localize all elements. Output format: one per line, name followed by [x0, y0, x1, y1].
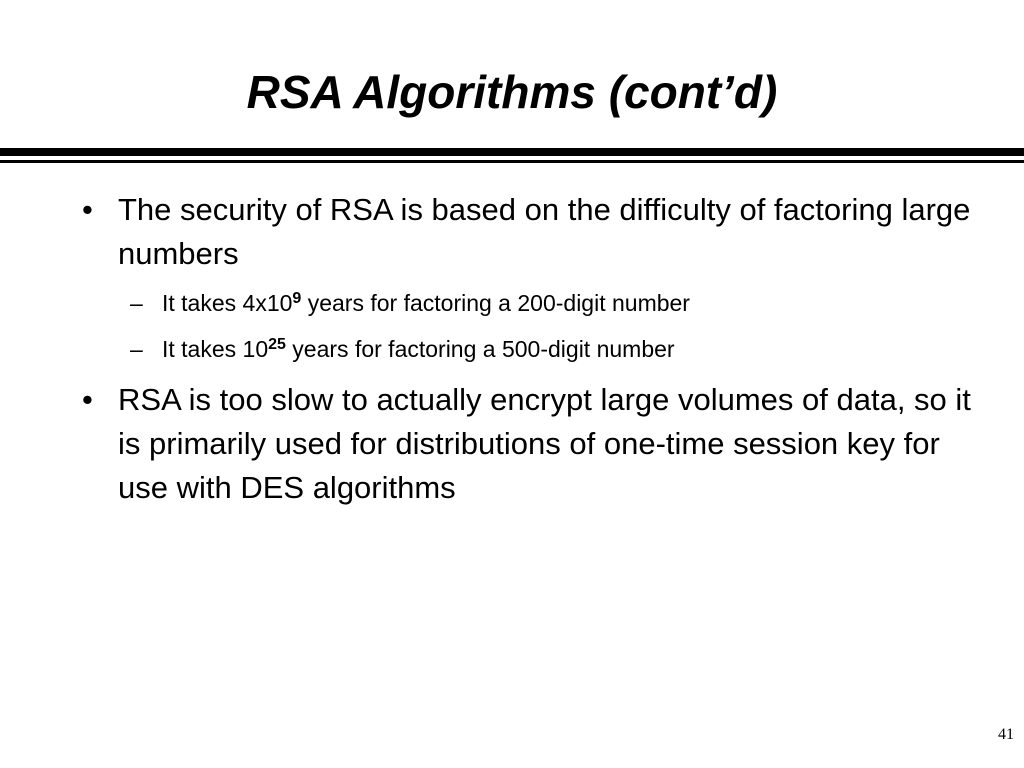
sub-bullet-marker: –: [130, 336, 143, 362]
bullet-text: The security of RSA is based on the difficulty of factoring large numbers: [118, 192, 971, 271]
slide-title: RSA Algorithms (cont’d): [246, 66, 778, 118]
page-number: 41: [998, 726, 1014, 743]
sub-bullet-item: [130, 326, 982, 372]
sub-bullet-marker: –: [130, 290, 143, 316]
sub-bullet-exponent: 25: [268, 336, 286, 353]
sub-bullet-exponent: 9: [292, 290, 302, 307]
sub-bullet-item: [130, 280, 982, 326]
bullet-marker: •: [82, 382, 93, 417]
bullet-marker: •: [82, 192, 93, 227]
sub-bullet-list: [82, 280, 982, 372]
slide-body: [82, 188, 982, 510]
sub-bullet-suffix: years for factoring a 500-digit number: [285, 336, 675, 362]
bullet-item: [82, 188, 982, 276]
sub-bullet-suffix: years for factoring a 200-digit number: [301, 290, 690, 316]
title-divider-thin: [0, 160, 1024, 163]
bullet-item: [82, 378, 982, 510]
title-divider-thick: [0, 148, 1024, 156]
sub-bullet-prefix: It takes 4x10: [162, 290, 293, 316]
bullet-text: RSA is too slow to actually encrypt large volumes of data, so it is primarily used for distributions of one-time session key for use with DES algorithms: [118, 382, 971, 505]
sub-bullet-prefix: It takes 10: [162, 336, 269, 362]
